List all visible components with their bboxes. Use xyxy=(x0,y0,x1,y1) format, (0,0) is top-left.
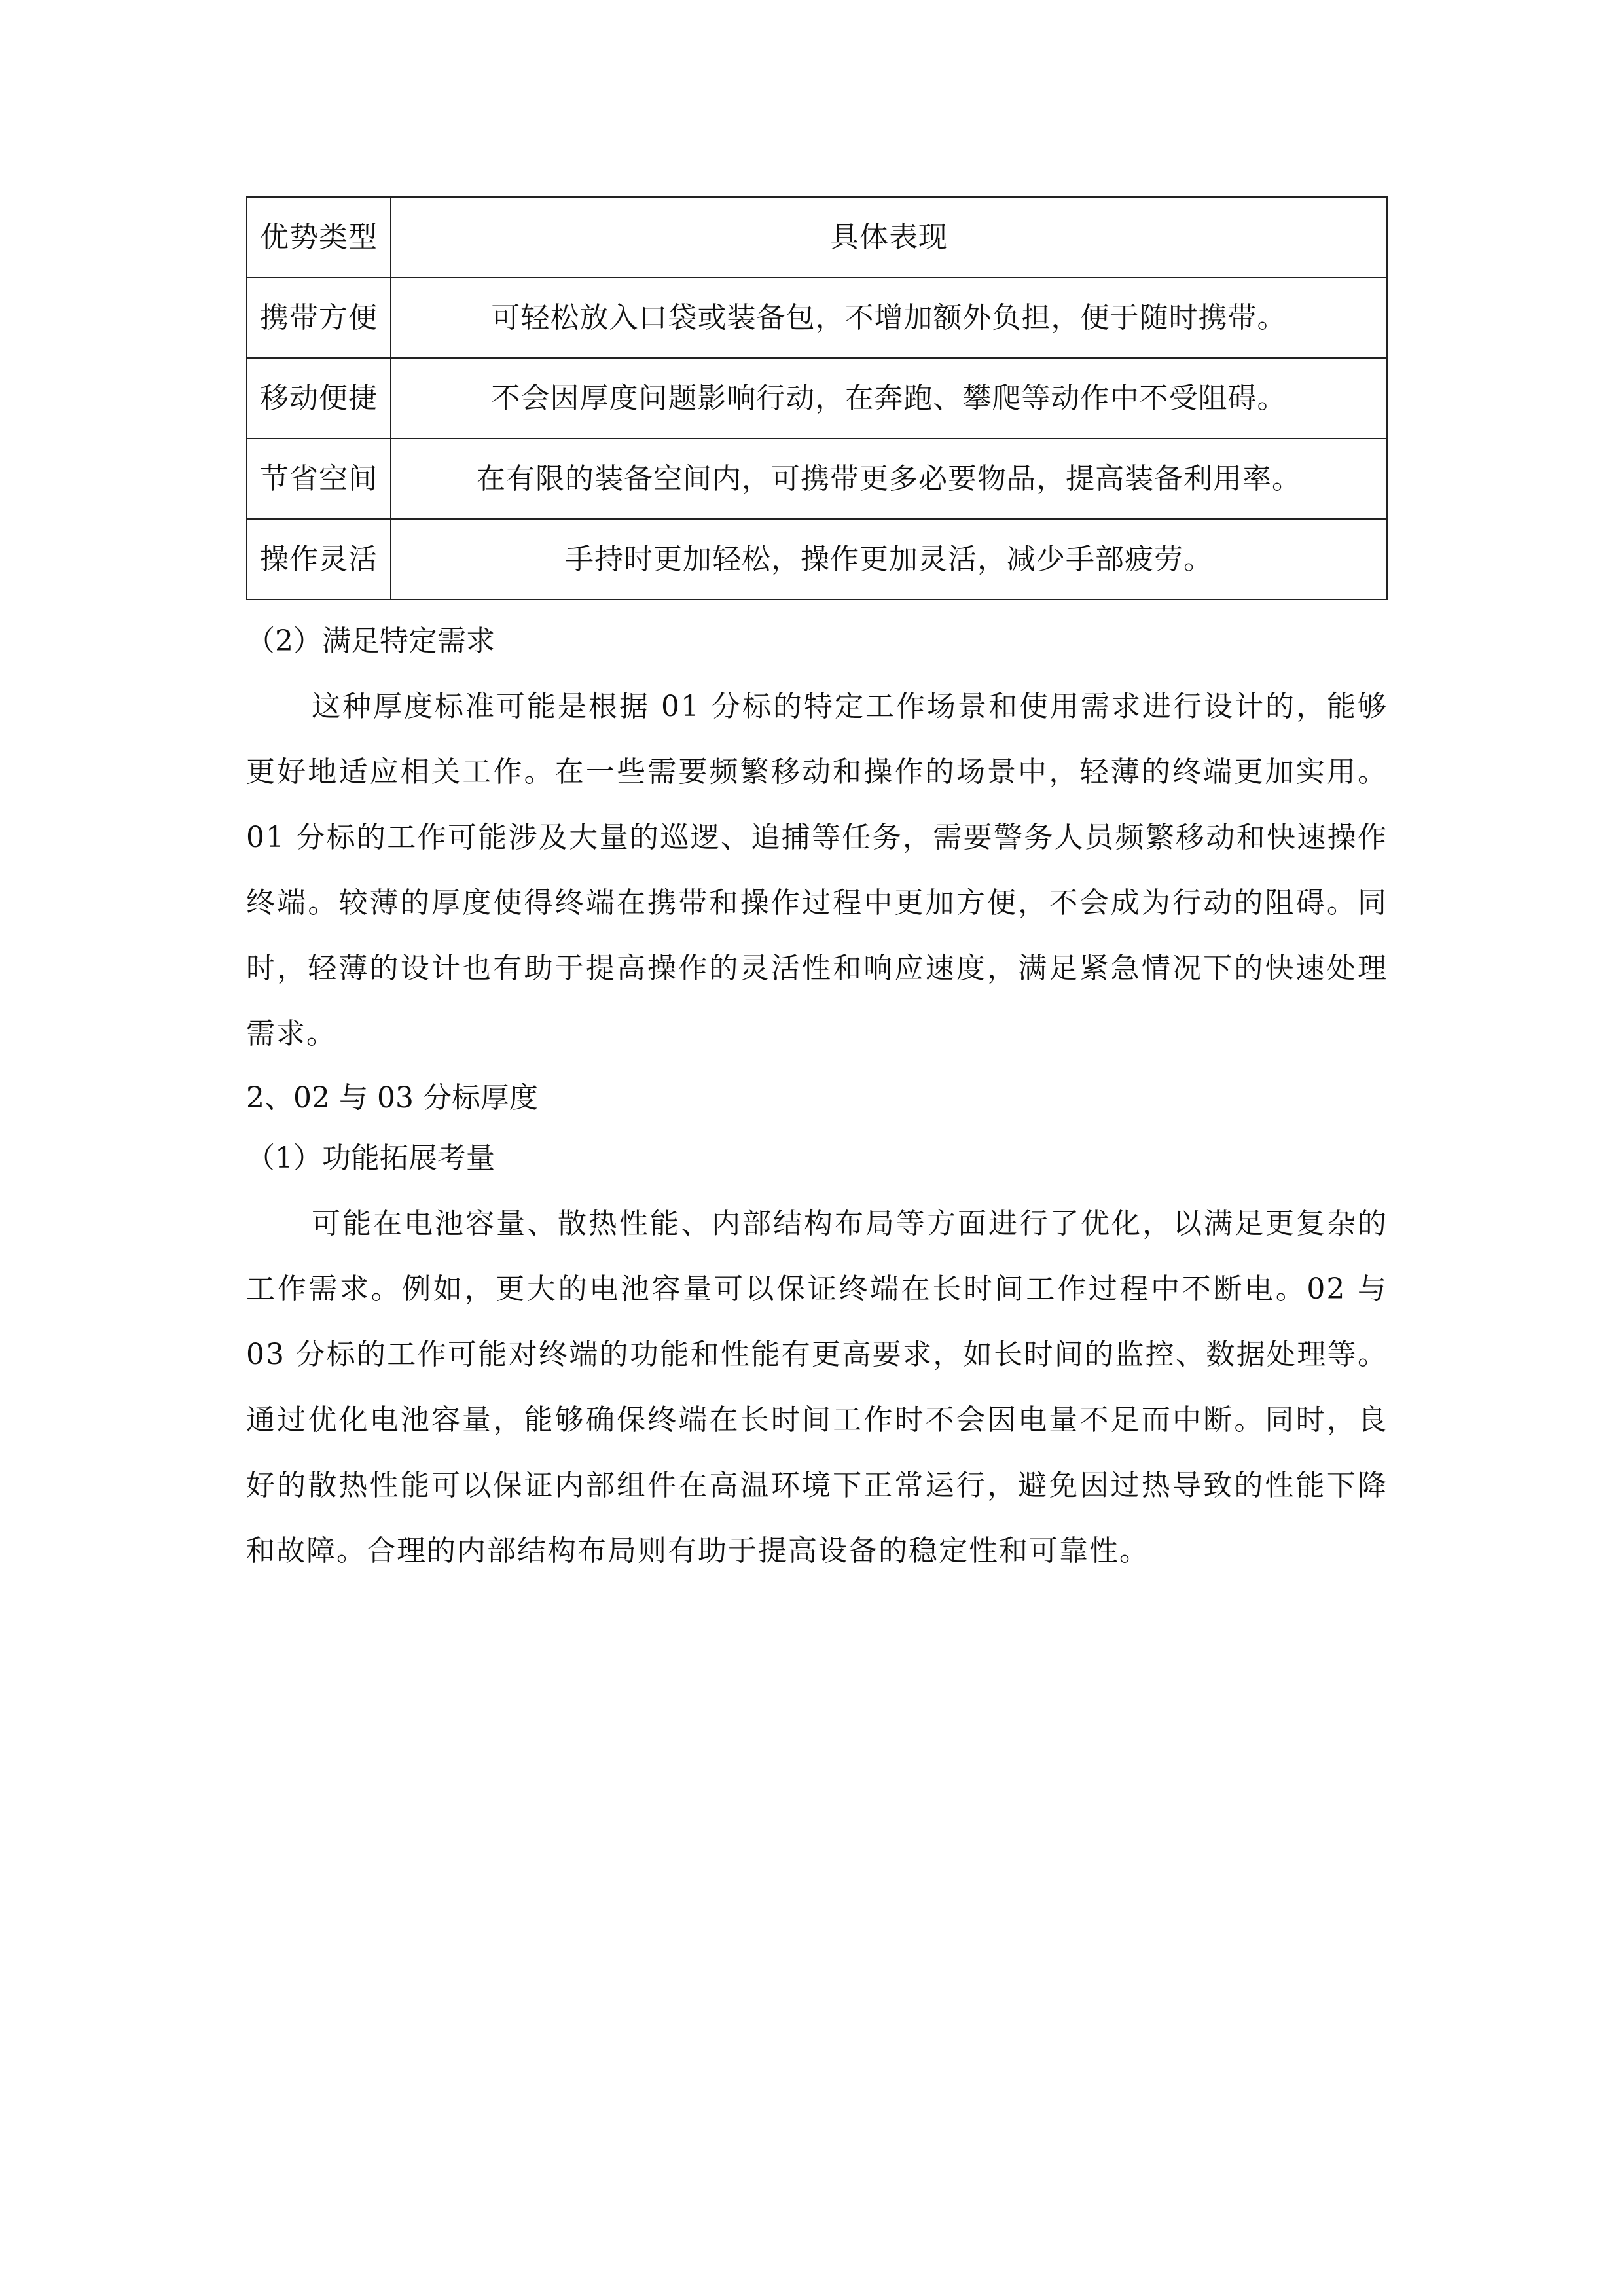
header-cell-type: 优势类型 xyxy=(247,197,391,278)
paragraph-function-expansion: 可能在电池容量、散热性能、内部结构布局等方面进行了优化，以满足更复杂的工作需求。例如，更大的电池容量可以保证终端在长时间工作过程中不断电。02 与 03 分标的工作可能对终端的功能和性能有更高要求，如长时间的监控、数据处理等。通过优化电池容量，能够确保终端在长时间工作时不会因电量不足而中断。同时，良好的散热性能可以保证内部组件在高温环境下正常运行，避免因过热导致的性能下降和故障。合理的内部结构布局则有助于提高设备的稳定性和可靠性。 xyxy=(246,1207,1388,1568)
table-row xyxy=(247,439,1387,519)
row-detail-cell: 在有限的装备空间内，可携带更多必要物品，提高装备利用率。 xyxy=(391,439,1387,519)
table-header-row xyxy=(247,197,1387,278)
sub-heading-function-expansion: （1）功能拓展考量 xyxy=(246,1141,495,1175)
row-type-cell: 节省空间 xyxy=(247,439,391,519)
row-detail-cell: 可轻松放入口袋或装备包，不增加额外负担，便于随时携带。 xyxy=(391,278,1387,358)
row-type-cell: 携带方便 xyxy=(247,278,391,358)
row-type-cell: 操作灵活 xyxy=(247,519,391,600)
table-row xyxy=(247,519,1387,600)
paragraph-specific-needs: 这种厚度标准可能是根据 01 分标的特定工作场景和使用需求进行设计的，能够更好地适应相关工作。在一些需要频繁移动和操作的场景中，轻薄的终端更加实用。01 分标的工作可能涉及大量的巡逻、追捕等任务，需要警务人员频繁移动和快速操作终端。较薄的厚度使得终端在携带和操作过程中更加方便，不会成为行动的阻碍。同时，轻薄的设计也有助于提高操作的灵活性和响应速度，满足紧急情况下的快速处理需求。 xyxy=(246,690,1388,1050)
table-row xyxy=(247,278,1387,358)
sub-heading-specific-needs: （2）满足特定需求 xyxy=(246,624,495,658)
row-detail-cell: 不会因厚度问题影响行动，在奔跑、攀爬等动作中不受阻碍。 xyxy=(391,358,1387,439)
row-type-cell: 移动便捷 xyxy=(247,358,391,439)
advantage-table xyxy=(246,196,1388,600)
row-detail-cell: 手持时更加轻松，操作更加灵活，减少手部疲劳。 xyxy=(391,519,1387,600)
table-row xyxy=(247,358,1387,439)
header-cell-detail: 具体表现 xyxy=(391,197,1387,278)
section-heading-02-03: 2、02 与 03 分标厚度 xyxy=(246,1081,538,1115)
